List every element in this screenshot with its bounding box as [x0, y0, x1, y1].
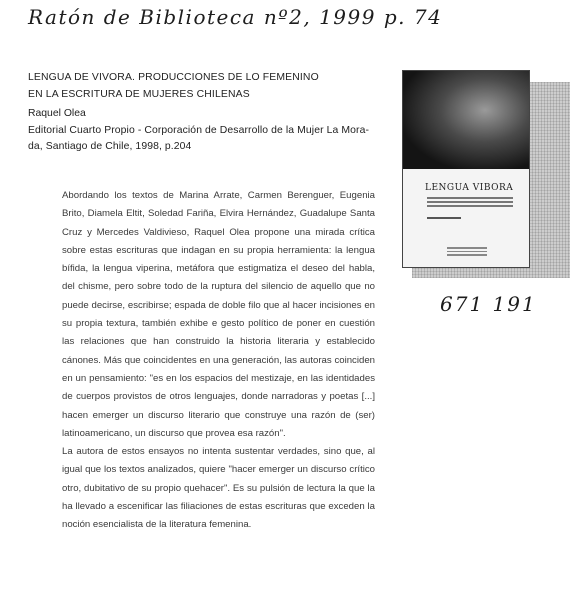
book-author: Raquel Olea [28, 108, 86, 120]
publisher-line-1: Editorial Cuarto Propio - Corporación de Desarrollo de la Mujer La Mora- [28, 124, 370, 136]
book-cover-image [402, 70, 530, 268]
cover-author-line [427, 217, 461, 219]
publisher-line-2: da, Santiago de Chile, 1998, p.204 [28, 141, 192, 153]
cover-title: LENGUA VIBORA [425, 183, 514, 193]
book-title-line-2: EN LA ESCRITURA DE MUJERES CHILENAS [28, 88, 250, 100]
handwritten-source-note: Ratón de Biblioteca nº2, 1999 p. 74 [28, 5, 443, 29]
review-header [28, 70, 380, 156]
review-paragraph-2: La autora de estos ensayos no intenta sustentar verdades, sino que, al igual que los textos analizados, quiere "hacer emerger un discurso crítico otro, dubitativo de su propio quehacer". Es su pulsión de lectura la que la ha llevado a escenificar las filiaciones de estas escrituras que exceden la noción esencialista de la literatura femenina. [62, 446, 375, 531]
book-title-line-1: LENGUA DE VIVORA. PRODUCCIONES DE LO FEMENINO [28, 72, 319, 83]
review-body [62, 187, 375, 535]
cover-publisher-lines [447, 247, 487, 258]
handwritten-catalog-number: 671 191 [440, 292, 537, 316]
cover-photo [403, 71, 529, 169]
review-paragraph-1: Abordando los textos de Marina Arrate, Carmen Berenguer, Eugenia Brito, Diamela Eltit, Soledad Fariña, Elvira Hernández, Guadalupe Santa Cruz y Mercedes Valdivieso, Raquel Olea propone una mirada crítica sobre estas escrituras que indagan en su propia herramienta: la lengua bífida, la lengua viperina, metáfora que estigmatiza el deseo del habla, del chisme, pero sobre todo de la ruptura del silencio de aquello que no puede decirse, escribirse; espada de doble filo que al hacer incisiones en su propia textura, también exhibe e gesto político de poner en cuestión las relaciones que han construido la historia literaria y establecido cánones. Más que coincidentes en una generación, las autoras coinciden en un pensamiento: "es en los espacios del mestizaje, en las identidades de cuerpos provistos de otros lenguajes, donde narradoras y poetas [...] hacen emerger un discurso literario que construye una razón de (ser) latinoamericano, un discurso que provea esa razón". [62, 190, 375, 439]
cover-subtitle-lines [427, 197, 513, 209]
